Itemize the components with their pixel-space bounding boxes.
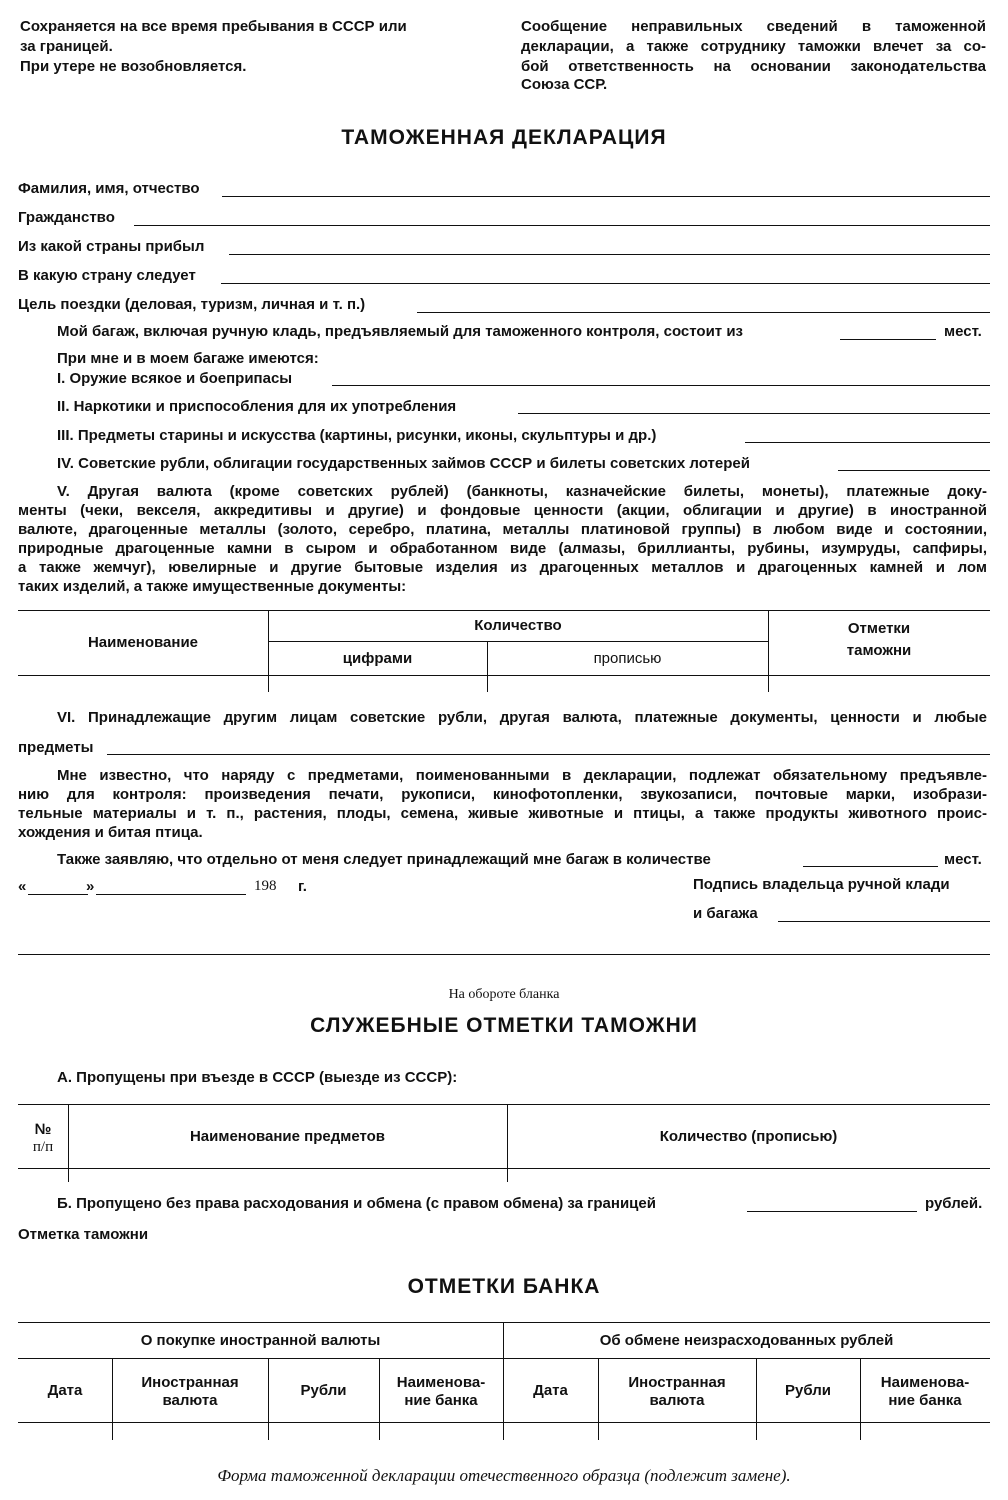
- section-divider: [18, 954, 990, 955]
- section-b-label: Б. Пропущено без права расходования и обмена (с правом обмена) за границей: [57, 1195, 656, 1212]
- item-rubles-label: IV. Советские рубли, облигации государственных займов СССР и билеты советских лотерей: [57, 455, 750, 472]
- date-close-quote: »: [86, 878, 95, 895]
- declaration-title: ТАМОЖЕННАЯ ДЕКЛАРАЦИЯ: [341, 126, 667, 149]
- col-header-bank-name: ние банка: [888, 1392, 962, 1409]
- col-header-words: прописью: [593, 649, 662, 667]
- col-header-foreign-currency: Иностранная: [141, 1374, 239, 1391]
- section-a-label: А. Пропущены при въезде в СССР (выезде из СССР):: [57, 1069, 458, 1086]
- have-items-intro: При мне и в моем багаже имеются:: [57, 350, 319, 367]
- item-antiques-label: III. Предметы старины и искусства (картины, рисунки, иконы, скульптуры и др.): [57, 427, 657, 444]
- date-month-field[interactable]: [96, 894, 246, 895]
- col-header-foreign-currency: Иностранная: [628, 1374, 726, 1391]
- baggage-count-field[interactable]: [840, 339, 936, 340]
- table-rule: [18, 1168, 990, 1169]
- item-currency-line: валюте, драгоценные металлы (золото, серебро, платина, металлы платиновой группы) в любом виде и состоянии,: [18, 521, 987, 538]
- col-header-foreign-currency: валюта: [649, 1392, 705, 1409]
- col-header-customs: таможни: [846, 641, 912, 659]
- full-name-field[interactable]: [222, 196, 990, 197]
- signature-label: Подпись владельца ручной клади: [693, 876, 950, 893]
- item-others-label: VI. Принадлежащие другим лицам советские рубли, другая валюта, платежные документы, ценности и любые: [57, 709, 987, 726]
- item-others-field[interactable]: [107, 754, 990, 755]
- baggage-count-suffix: мест.: [944, 323, 982, 340]
- header-left-line: за границей.: [20, 38, 113, 55]
- notice-line: хождения и битая птица.: [18, 824, 203, 841]
- table-rule: [18, 675, 990, 676]
- notice-line: Мне известно, что наряду с предметами, поименованными в декларации, подлежат обязательному предъявле-: [57, 767, 987, 784]
- header-right-line: Сообщение неправильных сведений в таможенной: [521, 18, 986, 35]
- date-day-field[interactable]: [28, 894, 88, 895]
- notice-line: тельные материалы и т. п., растения, плоды, семена, живые животные и птицы, а также продукты животного проис-: [18, 805, 987, 822]
- notice-line: нию для контроля: произведения печати, рукописи, кинофотопленки, звукозаписи, почтовые марки, изобрази-: [18, 786, 987, 803]
- item-currency-line: а также жемчуг), ювелирные и другие бытовые изделия из драгоценных металлов и драгоценных камней и лом: [18, 559, 987, 576]
- trip-purpose-label: Цель поездки (деловая, туризм, личная и т. п.): [18, 296, 366, 313]
- date-year-suffix: г.: [298, 878, 307, 895]
- col-header-bank-name: ние банка: [404, 1392, 478, 1409]
- group-header-exchange: Об обмене неизрасходованных рублей: [599, 1331, 894, 1349]
- separate-baggage-label: Также заявляю, что отдельно от меня следует принадлежащий мне багаж в количестве: [57, 851, 711, 868]
- item-narcotics-label: II. Наркотики и приспособления для их употребления: [57, 398, 457, 415]
- figure-caption: Форма таможенной декларации отечественного образца (подлежит замене).: [217, 1466, 791, 1485]
- citizenship-label: Гражданство: [18, 209, 115, 226]
- signature-field[interactable]: [778, 921, 990, 922]
- item-rubles-field[interactable]: [838, 470, 990, 471]
- item-currency-line: менты (чеки, векселя, аккредитивы и другие) и фондовые ценности (акции, облигации и другие) в иностранной: [18, 502, 987, 519]
- separate-baggage-suffix: мест.: [944, 851, 982, 868]
- col-header-foreign-currency: валюта: [162, 1392, 218, 1409]
- from-country-label: Из какой страны прибыл: [18, 238, 205, 255]
- reverse-side-note: На обороте бланка: [448, 987, 560, 1002]
- section-b-suffix: рублей.: [925, 1195, 983, 1212]
- col-header-date: Дата: [533, 1381, 568, 1399]
- citizenship-field[interactable]: [134, 225, 990, 226]
- item-currency-line: таких изделий, а также имущественные документы:: [18, 578, 407, 595]
- header-left-line: При утере не возобновляется.: [20, 58, 247, 75]
- customs-mark-label: Отметка таможни: [18, 1226, 149, 1243]
- col-header-bank-name: Наименова-: [396, 1374, 486, 1391]
- col-header-number: №: [34, 1120, 52, 1138]
- col-header-items: Наименование предметов: [189, 1127, 386, 1145]
- col-header-rubles: Рубли: [300, 1381, 347, 1399]
- col-header-quantity: Количество: [474, 617, 562, 634]
- item-narcotics-field[interactable]: [518, 413, 990, 414]
- trip-purpose-field[interactable]: [417, 312, 990, 313]
- col-header-name: Наименование: [87, 634, 199, 651]
- header-right-line: бой ответственность на основании законодательства: [521, 58, 986, 75]
- separate-baggage-field[interactable]: [803, 866, 938, 867]
- from-country-field[interactable]: [229, 254, 990, 255]
- col-header-customs: Отметки: [847, 619, 911, 637]
- date-year: 198: [254, 878, 277, 894]
- col-header-rubles: Рубли: [785, 1381, 831, 1399]
- col-header-quantity-words: Количество (прописью): [659, 1127, 838, 1145]
- full-name-label: Фамилия, имя, отчество: [18, 180, 200, 197]
- header-left-line: Сохраняется на все время пребывания в СССР или: [20, 18, 407, 35]
- group-header-purchase: О покупке иностранной валюты: [140, 1331, 381, 1349]
- item-currency-line: природные драгоценные камни в сыром и обработанном виде (алмазы, бриллианты, рубины, изумруды, сапфиры,: [18, 540, 987, 557]
- col-header-date: Дата: [47, 1381, 83, 1399]
- bank-marks-title: ОТМЕТКИ БАНКА: [407, 1275, 601, 1298]
- to-country-field[interactable]: [221, 283, 990, 284]
- signature-label-2: и багажа: [693, 905, 758, 922]
- item-others-label-2: предметы: [18, 739, 94, 756]
- baggage-count-label: Мой багаж, включая ручную кладь, предъявляемый для таможенного контроля, состоит из: [57, 323, 744, 340]
- table-rule: [18, 1422, 990, 1423]
- date-open-quote: «: [18, 878, 27, 895]
- to-country-label: В какую страну следует: [18, 267, 196, 284]
- item-antiques-field[interactable]: [745, 442, 990, 443]
- col-header-digits: цифрами: [342, 649, 413, 667]
- header-right-line: декларации, а также сотруднику таможки влечет за со-: [521, 38, 986, 55]
- item-weapons-field[interactable]: [332, 385, 990, 386]
- official-marks-title: СЛУЖЕБНЫЕ ОТМЕТКИ ТАМОЖНИ: [310, 1014, 698, 1037]
- header-right-line: Союза ССР.: [521, 76, 608, 93]
- item-weapons-label: I. Оружие всякое и боеприпасы: [57, 370, 293, 387]
- section-b-amount-field[interactable]: [747, 1211, 917, 1212]
- col-header-bank-name: Наименова-: [880, 1374, 970, 1391]
- item-currency-line: V. Другая валюта (кроме советских рублей) (банкноты, казначейские билеты, монеты), платежные доку-: [57, 483, 987, 500]
- col-header-number: п/п: [32, 1138, 54, 1155]
